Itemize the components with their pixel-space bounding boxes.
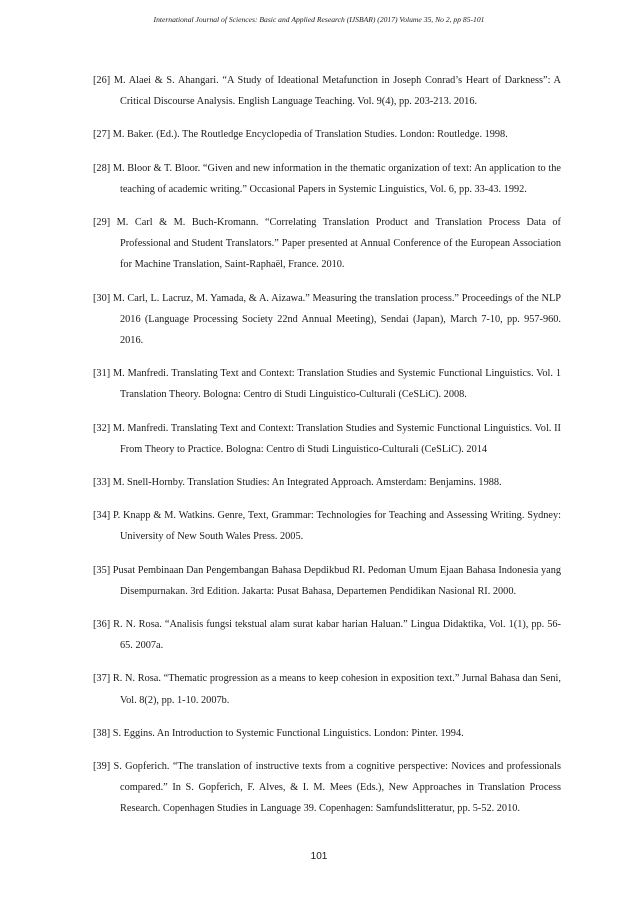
- reference-entry: [30] M. Carl, L. Lacruz, M. Yamada, & A. Aizawa.” Measuring the translation process.” Proceedings of the NLP 2016 (Language Processing Society 22nd Annual Meeting), Sendai (Japan), March 7-10, pp. 957-960. 2016.: [93, 292, 561, 347]
- reference-entry: [26] M. Alaei & S. Ahangari. “A Study of Ideational Metafunction in Joseph Conrad’s Heart of Darkness”: A Critical Discourse Analysis. English Language Teaching. Vol. 9(4), pp. 203-213. 2016.: [93, 75, 561, 108]
- reference-entry: [31] M. Manfredi. Translating Text and Context: Translation Studies and Systemic Functional Linguistics. Vol. 1 Translation Theory. Bologna: Centro di Studi Linguistico-Culturali (CeSLiC). 2008.: [93, 368, 561, 401]
- reference-entry: [38] S. Eggins. An Introduction to Systemic Functional Linguistics. London: Pinter. 1994.: [93, 727, 464, 739]
- reference-entry: [29] M. Carl & M. Buch-Kromann. “Correlating Translation Product and Translation Process Data of Professional and Student Translators.” Paper presented at Annual Conference of the European Association for Machine Translation, Saint-Raphaël, France. 2010.: [93, 217, 561, 271]
- reference-entry: [27] M. Baker. (Ed.). The Routledge Encyclopedia of Translation Studies. London: Routledge. 1998.: [93, 129, 508, 141]
- reference-entry: [33] M. Snell-Hornby. Translation Studies: An Integrated Approach. Amsterdam: Benjamins. 1988.: [93, 477, 502, 489]
- running-header: International Journal of Sciences: Basic and Applied Research (IJSBAR) (2017) Volume 35, No 2, pp 85-101: [153, 15, 485, 24]
- reference-entry: [39] S. Gopferich. “The translation of instructive texts from a cognitive perspective: Novices and professionals compared.” In S. Gopferich, F. Alves, & I. M. Mees (Eds.), New Approaches in Translation Process Research. Copenhagen Studies in Language 39. Copenhagen: Samfundslitteratur, pp. 5-52. 2010.: [93, 761, 561, 815]
- reference-entry: [32] M. Manfredi. Translating Text and Context: Translation Studies and Systemic Functional Linguistics. Vol. II From Theory to Practice. Bologna: Centro di Studi Linguistico-Culturali (CeSLiC). 2014: [93, 422, 561, 455]
- reference-list: [93, 70, 561, 832]
- reference-entry: [28] M. Bloor & T. Bloor. “Given and new information in the thematic organization of text: An application to the teaching of academic writing.” Occasional Papers in Systemic Linguistics, Vol. 6, pp. 33-43. 1992.: [93, 162, 561, 195]
- reference-entry: [37] R. N. Rosa. “Thematic progression as a means to keep cohesion in exposition text.” Jurnal Bahasa dan Seni, Vol. 8(2), pp. 1-10. 2007b.: [93, 673, 561, 706]
- reference-entry: [35] Pusat Pembinaan Dan Pengembangan Bahasa Depdikbud RI. Pedoman Umum Ejaan Bahasa Indonesia yang Disempurnakan. 3rd Edition. Jakarta: Pusat Bahasa, Departemen Pendidikan Nasional RI. 2000.: [93, 564, 561, 597]
- reference-entry: [36] R. N. Rosa. “Analisis fungsi tekstual alam surat kabar harian Haluan.” Lingua Didaktika, Vol. 1(1), pp. 56-65. 2007a.: [93, 619, 561, 652]
- page-number: 101: [310, 851, 328, 862]
- reference-entry: [34] P. Knapp & M. Watkins. Genre, Text, Grammar: Technologies for Teaching and Assessing Writing. Sydney: University of New South Wales Press. 2005.: [93, 510, 561, 543]
